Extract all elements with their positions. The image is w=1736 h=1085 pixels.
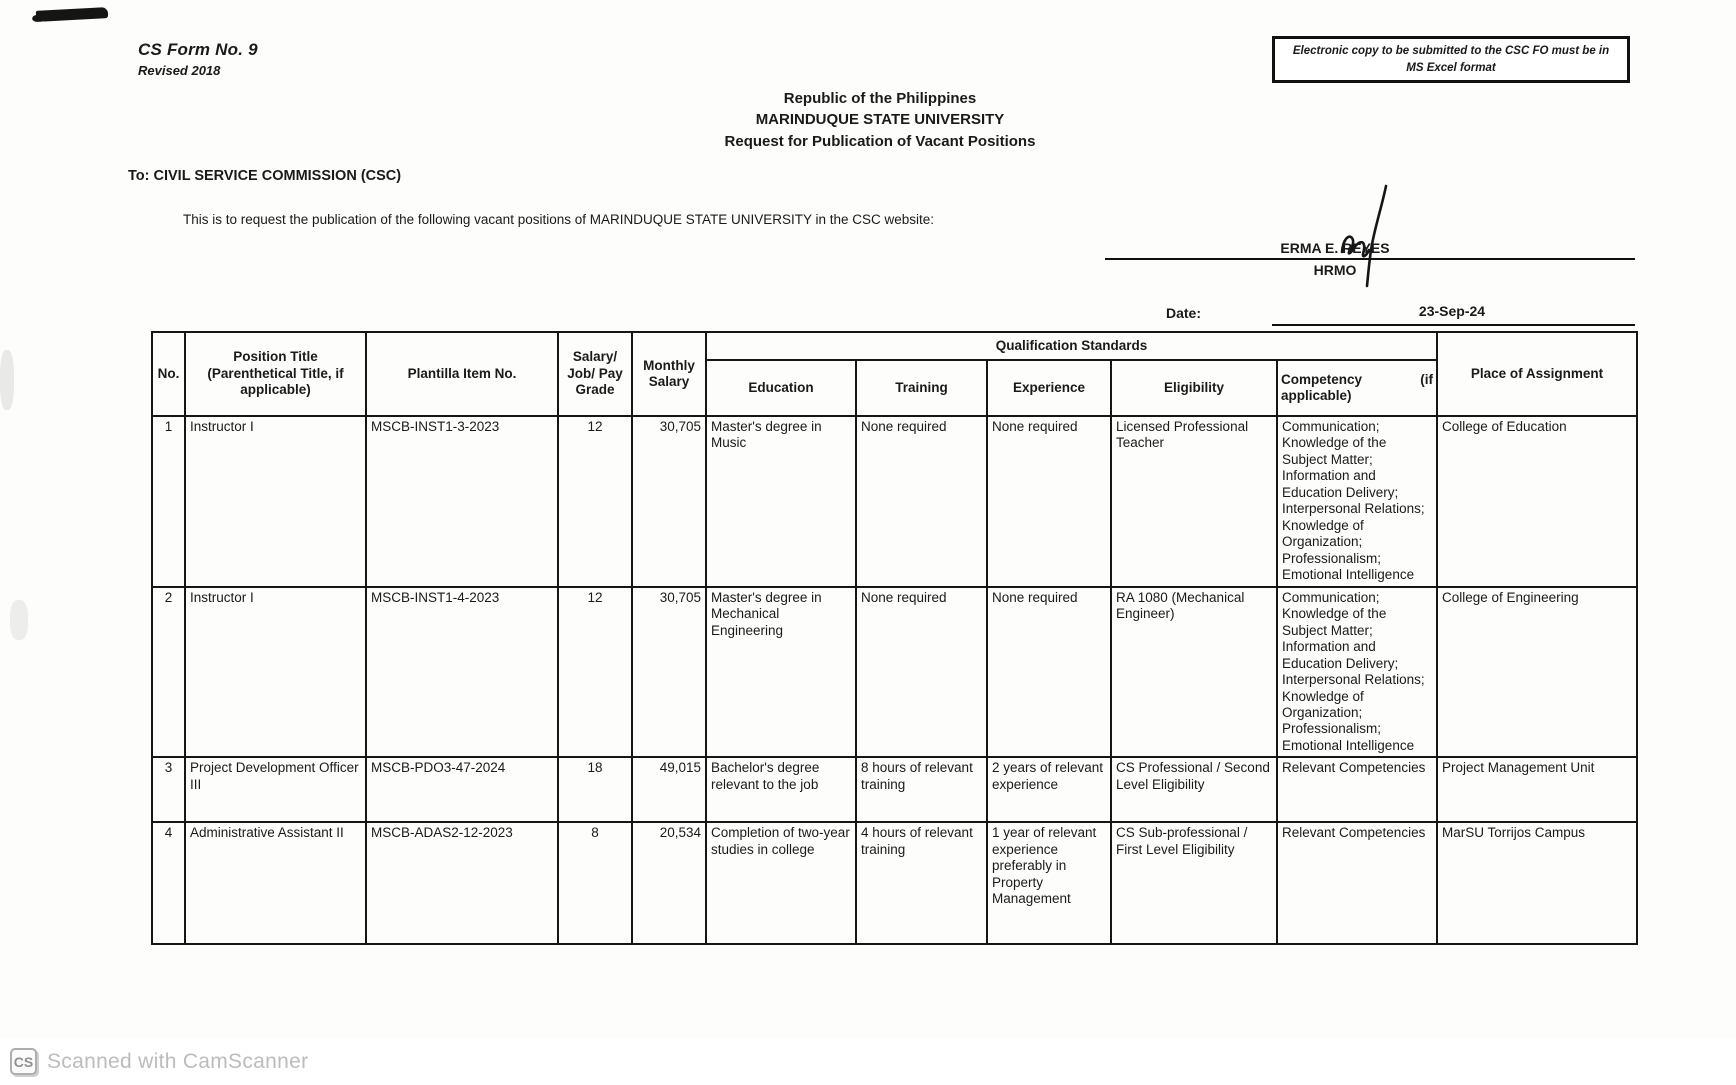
cell-plantilla: MSCB-ADAS2-12-2023 <box>366 822 558 944</box>
camscanner-icon: CS <box>10 1048 37 1075</box>
scan-smudge <box>10 600 28 640</box>
header-salary-grade: Salary/ Job/ Pay Grade <box>558 332 632 416</box>
cell-salary: 30,705 <box>632 416 706 587</box>
header-qualification-standards: Qualification Standards <box>706 332 1437 360</box>
cell-grade: 12 <box>558 587 632 758</box>
form-number: CS Form No. 9 <box>138 40 258 59</box>
scan-smudge <box>0 350 14 410</box>
cell-education: Master's degree in Music <box>706 416 856 587</box>
cell-position-title: Administrative Assistant II <box>185 822 366 944</box>
header-position-title: Position Title (Parenthetical Title, if applicable) <box>185 332 366 416</box>
header-monthly-salary: Monthly Salary <box>632 332 706 416</box>
request-body-text: This is to request the publication of the following vacant positions of MARINDUQUE STATE UNIVERSITY in the CSC website: <box>183 212 935 227</box>
cell-eligibility: RA 1080 (Mechanical Engineer) <box>1111 587 1277 758</box>
cell-experience: None required <box>987 587 1111 758</box>
header-experience: Experience <box>987 360 1111 416</box>
header-plantilla: Plantilla Item No. <box>366 332 558 416</box>
cell-experience: 2 years of relevant experience <box>987 757 1111 822</box>
table-row <box>152 587 1637 758</box>
vacant-positions-table <box>151 331 1638 945</box>
cell-no: 1 <box>152 416 185 587</box>
signatory-title: HRMO <box>1313 262 1357 278</box>
cell-education: Bachelor's degree relevant to the job <box>706 757 856 822</box>
cell-experience: None required <box>987 416 1111 587</box>
cell-grade: 12 <box>558 416 632 587</box>
cell-plantilla: MSCB-PDO3-47-2024 <box>366 757 558 822</box>
cell-place: Project Management Unit <box>1437 757 1637 822</box>
camscanner-watermark <box>10 1048 308 1075</box>
header-education: Education <box>706 360 856 416</box>
cell-plantilla: MSCB-INST1-3-2023 <box>366 416 558 587</box>
cell-no: 2 <box>152 587 185 758</box>
cell-eligibility: CS Sub-professional / First Level Eligibility <box>1111 822 1277 944</box>
header-place-of-assignment: Place of Assignment <box>1437 332 1637 416</box>
cell-plantilla: MSCB-INST1-4-2023 <box>366 587 558 758</box>
cell-salary: 30,705 <box>632 587 706 758</box>
table-row <box>152 416 1637 587</box>
cell-training: None required <box>856 587 987 758</box>
cell-competency: Communication; Knowledge of the Subject Matter; Information and Education Delivery; Interpersonal Relations; Knowledge of Organization; Professionalism; Emotional Intelligence <box>1277 416 1437 587</box>
cell-position-title: Project Development Officer III <box>185 757 366 822</box>
title-university: MARINDUQUE STATE UNIVERSITY <box>755 111 1005 129</box>
form-number-block <box>138 40 258 78</box>
cell-grade: 8 <box>558 822 632 944</box>
header-training: Training <box>856 360 987 416</box>
cell-education: Master's degree in Mechanical Engineering <box>706 587 856 758</box>
title-republic: Republic of the Philippines <box>783 90 977 107</box>
table-row <box>152 757 1637 822</box>
cell-eligibility: Licensed Professional Teacher <box>1111 416 1277 587</box>
cell-training: 8 hours of relevant training <box>856 757 987 822</box>
cell-competency: Relevant Competencies <box>1277 822 1437 944</box>
cell-competency: Communication; Knowledge of the Subject Matter; Information and Education Delivery; Interpersonal Relations; Knowledge of Organization; Professionalism; Emotional Intelligence <box>1277 587 1437 758</box>
document-title-block <box>380 88 1380 152</box>
cell-grade: 18 <box>558 757 632 822</box>
cell-salary: 49,015 <box>632 757 706 822</box>
cell-no: 3 <box>152 757 185 822</box>
date-label: Date: <box>1166 305 1202 321</box>
table-header-row-1 <box>152 332 1637 360</box>
cell-experience: 1 year of relevant experience preferably in Property Management <box>987 822 1111 944</box>
cell-place: MarSU Torrijos Campus <box>1437 822 1637 944</box>
cell-place: College of Engineering <box>1437 587 1637 758</box>
header-no: No. <box>152 332 185 416</box>
cell-training: None required <box>856 416 987 587</box>
cell-competency: Relevant Competencies <box>1277 757 1437 822</box>
form-revision: Revised 2018 <box>138 63 221 78</box>
cell-position-title: Instructor I <box>185 587 366 758</box>
electronic-copy-notice: Electronic copy to be submitted to the CSC FO must be in MS Excel format <box>1272 36 1630 83</box>
cell-position-title: Instructor I <box>185 416 366 587</box>
date-underline <box>1272 324 1635 326</box>
signatory-name: ERMA E. REYES <box>1280 240 1390 256</box>
pen-mark <box>36 7 108 22</box>
addressee-line: To: CIVIL SERVICE COMMISSION (CSC) <box>128 168 402 184</box>
signature-line <box>1105 258 1635 260</box>
cell-education: Completion of two-year studies in college <box>706 822 856 944</box>
cell-place: College of Education <box>1437 416 1637 587</box>
table-row <box>152 822 1637 944</box>
title-request: Request for Publication of Vacant Positions <box>724 132 1036 150</box>
header-eligibility: Eligibility <box>1111 360 1277 416</box>
cell-training: 4 hours of relevant training <box>856 822 987 944</box>
date-value: 23-Sep-24 <box>1418 303 1486 319</box>
cell-no: 4 <box>152 822 185 944</box>
camscanner-text: Scanned with CamScanner <box>47 1049 309 1073</box>
header-competency: Competency (if applicable) <box>1277 360 1437 416</box>
cell-eligibility: CS Professional / Second Level Eligibility <box>1111 757 1277 822</box>
cell-salary: 20,534 <box>632 822 706 944</box>
